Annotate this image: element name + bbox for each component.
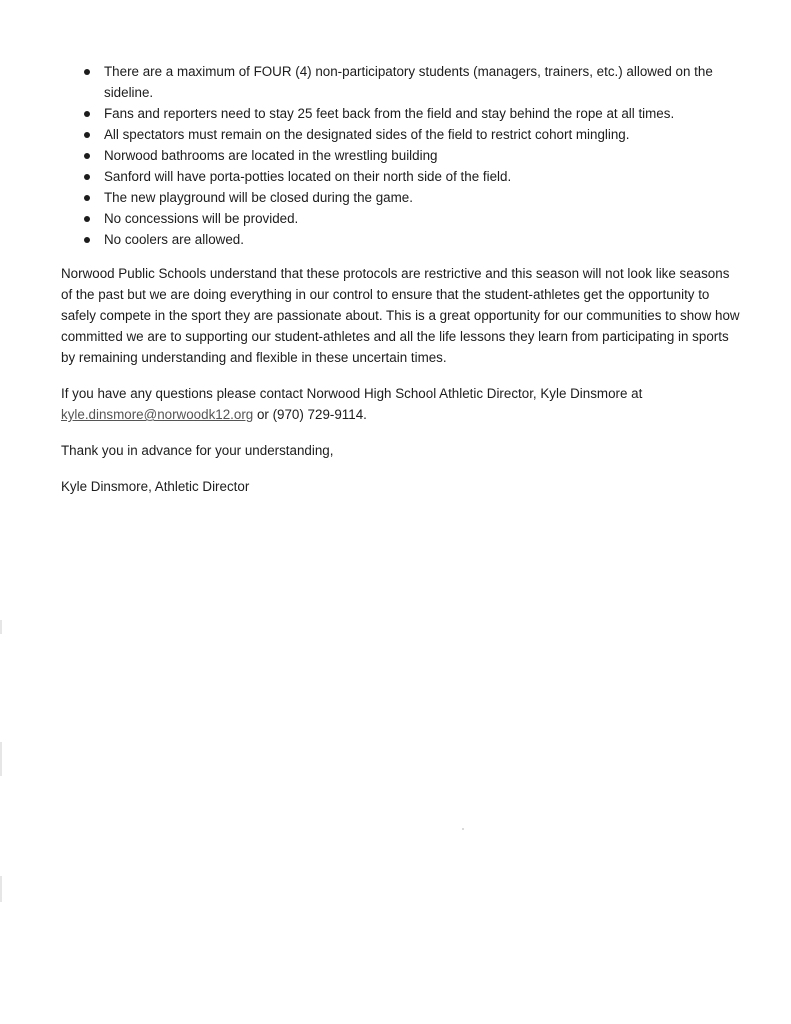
bullet-dot <box>84 174 90 180</box>
contact-phone: or (970) 729-9114. <box>253 407 367 422</box>
bullet-dot <box>84 132 90 138</box>
list-item <box>76 208 736 229</box>
contact-intro: If you have any questions please contact Norwood High School Athletic Director, Kyle Dinsmore at <box>61 386 643 401</box>
bullet-text: Norwood bathrooms are located in the wrestling building <box>104 148 438 163</box>
signature-line: Kyle Dinsmore, Athletic Director <box>61 479 250 494</box>
list-item <box>76 229 736 250</box>
bullet-dot <box>84 216 90 222</box>
bullet-text: There are a maximum of FOUR (4) non-participatory students (managers, trainers, etc.) allowed on the sideline. <box>104 64 713 100</box>
list-item <box>76 124 736 145</box>
bullet-dot <box>84 153 90 159</box>
bullet-dot <box>84 237 90 243</box>
bullet-text: All spectators must remain on the designated sides of the field to restrict cohort mingling. <box>104 127 630 142</box>
bullet-text: No concessions will be provided. <box>104 211 299 226</box>
scan-edge-mark <box>0 876 2 902</box>
protocol-bullet-list <box>76 61 736 250</box>
scan-speck <box>462 828 464 830</box>
list-item <box>76 145 736 166</box>
list-item <box>76 61 736 103</box>
bullet-text: Fans and reporters need to stay 25 feet back from the field and stay behind the rope at all times. <box>104 106 675 121</box>
email-link[interactable]: kyle.dinsmore@norwoodk12.org <box>61 407 254 422</box>
closing-line: Thank you in advance for your understanding, <box>61 443 334 458</box>
contact-paragraph <box>61 383 741 425</box>
scan-edge-mark <box>0 620 2 634</box>
bullet-dot <box>84 69 90 75</box>
list-item <box>76 103 736 124</box>
list-item <box>76 166 736 187</box>
scan-edge-mark <box>0 742 2 776</box>
bullet-text: Sanford will have porta-potties located on their north side of the field. <box>104 169 512 184</box>
bullet-dot <box>84 195 90 201</box>
list-item <box>76 187 736 208</box>
bullet-dot <box>84 111 90 117</box>
bullet-text: The new playground will be closed during the game. <box>104 190 413 205</box>
protocols-paragraph: Norwood Public Schools understand that these protocols are restrictive and this season will not look like seasons of the past but we are doing everything in our control to ensure that the student-athletes get the opportunity to safely compete in the sport they are passionate about. This is a great opportunity for our communities to show how committed we are to supporting our student-athletes and all the life lessons they learn from participating in sports by remaining understanding and flexible in these uncertain times. <box>61 266 740 365</box>
bullet-text: No coolers are allowed. <box>104 232 244 247</box>
